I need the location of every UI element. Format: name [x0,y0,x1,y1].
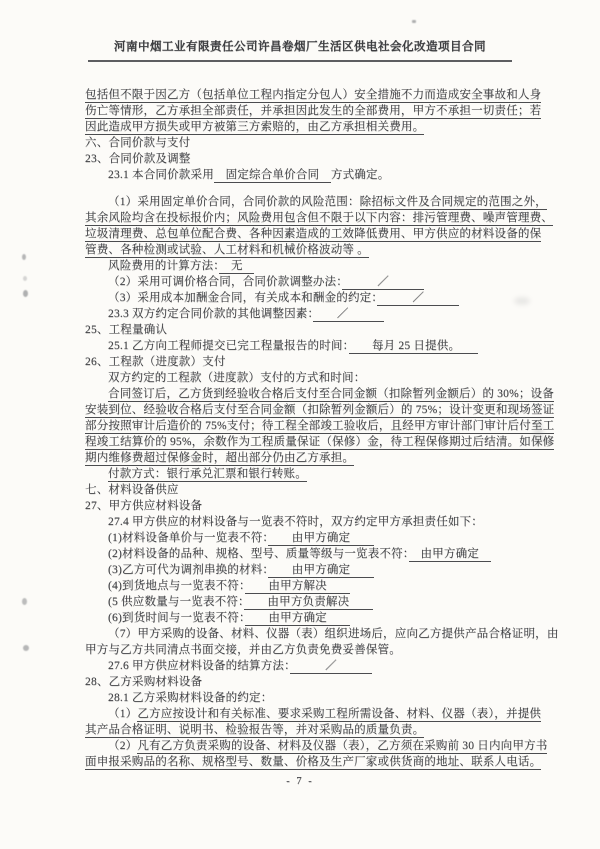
text-line [85,642,513,658]
text-line [85,135,513,151]
text-line [85,610,513,626]
filled-blank: 无 [219,260,255,272]
filled-blank: 凡有乙方负责采购的设备、材料及仪器（表），乙方须在采购前 30 日内向甲方书 [137,740,548,752]
scan-artifact [514,297,530,305]
filled-blank: 伤亡等情形，乙方承担全部责任，并承担因此发生的全部费用，甲方不承担一切责任；若 [85,105,542,117]
text-line [85,514,513,530]
scan-artifact [412,20,416,23]
filled-blank: 由甲方确定 [268,532,374,544]
text-line [85,151,513,167]
text-line [85,258,513,274]
text-segment: 25、工程量确认 [85,324,168,336]
text-line [85,87,542,103]
text-segment: 23.1 本合同价款采用 [108,169,214,181]
text-line [85,498,513,514]
filled-blank: 由甲方确定 [244,612,351,624]
text-segment: 23.3 双方约定合同价款的其他调整因素： [108,308,314,320]
scan-artifact [23,290,28,297]
filled-blank: 合同签订后，乙方货到经验收合格后支付至合同金额（扣除暂列金额后）的 30%；设备 [108,388,554,400]
filled-blank: 垃圾清理费、总包单位配合费、各种因素造成的工效降低费用、甲方供应的材料设备的保 [85,228,542,240]
document-header [0,0,600,62]
text-line [85,194,547,210]
text-segment: 七、材料设备供应 [85,484,179,496]
text-segment: （7）甲方采购的设备、材料、仪器（表）组织进场后，应向乙方提供产品合格证明，由 [108,628,559,640]
filled-blank: 因此造成甲方损失或甲方被第三方索赔的，由乙方承担相关费用。 [85,121,425,133]
text-line [85,466,513,482]
text-line [85,290,513,306]
text-segment: 风险费用的计算方法： [108,260,220,272]
text-line [85,690,513,706]
text-line [85,103,542,119]
filled-blank: ／ [290,660,372,672]
text-line [85,626,559,642]
text-segment: (5 供应数量与一览表不符： [108,596,245,608]
filled-blank: 安装到位、经验收合格后支付至合同金额（扣除暂列金额后）的 75%；设计变更和现场签证 [85,404,555,416]
text-segment: 双方约定的工程款（进度款）支付的方式和时间： [108,372,366,384]
text-line [85,450,513,466]
filled-blank: 部分按照审计后造价的 75%支付；待工程全部竣工验收后，且经甲方审计部门审计后付至工 [85,420,555,432]
text-segment: (2)材料设备的品种、规格、型号、质量等级与一览表不符： [108,548,409,560]
filled-blank: ／ [342,276,425,288]
scan-artifact [23,276,27,281]
text-segment: 甲方与乙方共同清点书面交接，并由乙方负责免费妥善保管。 [85,644,401,656]
filled-blank: ／ [313,308,384,320]
text-line [85,354,513,370]
text-line [85,674,513,690]
text-segment: (1)材料设备单价与一览表不符： [108,532,269,544]
filled-blank: 其产品合格证明、说明书、检验报告等，并对采购品的质量负责。 [85,724,425,736]
text-segment: 方式确定。 [330,169,390,181]
text-line [85,562,513,578]
header-rule [88,60,512,62]
filled-blank: 其余风险均含在投标报价内；风险费用包含但不限于以下内容：排污管理费、噪声管理费、 [85,212,553,224]
text-segment: （2） [108,740,138,752]
text-line [85,722,513,738]
text-segment: （1）采用固定单价合同，合同价款的风险范围： [108,196,360,208]
text-segment: 23、合同价款及调整 [85,153,191,165]
filled-blank: 包括但不限于因乙方（包括单位工程内指定分包人）安全措施不力而造成安全事故和人身 [85,89,542,101]
filled-blank: 付款方式：银行承兑汇票和银行转账。 [108,468,307,480]
text-segment: (4)到货地点与一览表不符： [108,580,245,592]
text-line [85,226,542,242]
filled-blank: 由甲方确定 [268,564,374,576]
filled-blank: 由甲方解决 [244,580,351,592]
text-line [85,482,513,498]
text-line [85,242,513,258]
text-line [85,754,542,770]
text-line [85,386,554,402]
text-segment: 27.4 甲方供应的材料设备与一览表不符时，双方约定甲方承担责任如下： [108,516,483,528]
text-line [85,402,555,418]
scan-artifact [22,598,27,605]
text-line [85,594,513,610]
text-segment: （1） [108,708,138,720]
text-line [85,167,513,183]
filled-blank: 由甲方确定 [408,548,491,560]
filled-blank: 程竣工结算价的 95%，余数作为工程质量保证（保修）金，待工程保修期过后结清。如保修 [85,436,555,448]
text-segment: （2）采用可调价格合同，合同价款调整办法： [108,276,343,288]
text-line [85,738,548,754]
text-line [85,370,513,386]
text-line [85,418,555,434]
text-line [85,210,553,226]
page-number: - 7 - [286,776,314,787]
text-segment: (6)到货时间与一览表不符： [108,612,245,624]
filled-blank: 面申报采购品的名称、规格型号、数量、价格及生产厂家或供货商的地址、联系人电话。 [85,756,542,768]
text-line [85,274,513,290]
text-segment: （3）采用成本加酬金合同，有关成本和酬金的约定： [108,292,378,304]
text-segment: 26、工程款（进度款）支付 [85,356,226,368]
text-line [85,338,513,354]
text-segment: 25.1 乙方向工程师提交已完工程量报告的时间： [108,340,349,352]
text-line [85,546,513,562]
text-line [85,119,513,135]
filled-blank: 乙方应按设计和有关标准、要求采购工程所需设备、材料、仪器（表），并提供 [137,708,542,720]
filled-blank: 固定综合单价合同 [213,169,331,181]
scan-artifact [534,420,543,446]
text-line [85,658,513,674]
text-line [85,530,513,546]
filled-blank: 由甲方负责解决 [244,596,373,608]
text-line [85,434,555,450]
document-body [85,87,559,770]
text-line [85,306,513,322]
filled-blank: 管费、各种检测或试验、人工材料和机械价格波动等 。 [85,244,369,256]
filled-blank: 期内维修费超过保修金时，超出部分仍由乙方承担。 [85,452,355,464]
scan-artifact [23,645,29,651]
filled-blank: 每月 25 日提供。 [348,340,478,352]
text-segment: 28、乙方采购材料设备 [85,676,203,688]
text-line [85,322,513,338]
text-line [85,578,513,594]
text-line [85,706,542,722]
text-segment: 六、合同价款与支付 [85,137,191,149]
text-segment: (3)乙方可代为调剂串换的材料： [108,564,269,576]
text-segment: 27.6 甲方供应材料设备的结算方法： [108,660,291,672]
filled-blank: 除招标文件及合同规定的范围之外， [359,196,547,208]
scan-artifact [22,254,26,260]
text-segment: 27、甲方供应材料设备 [85,500,203,512]
filled-blank: ／ [377,292,460,304]
document-title: 河南中烟工业有限责任公司许昌卷烟厂生活区供电社会化改造项目合同 [114,41,486,53]
text-segment: 28.1 乙方采购材料设备的约定： [108,692,273,704]
